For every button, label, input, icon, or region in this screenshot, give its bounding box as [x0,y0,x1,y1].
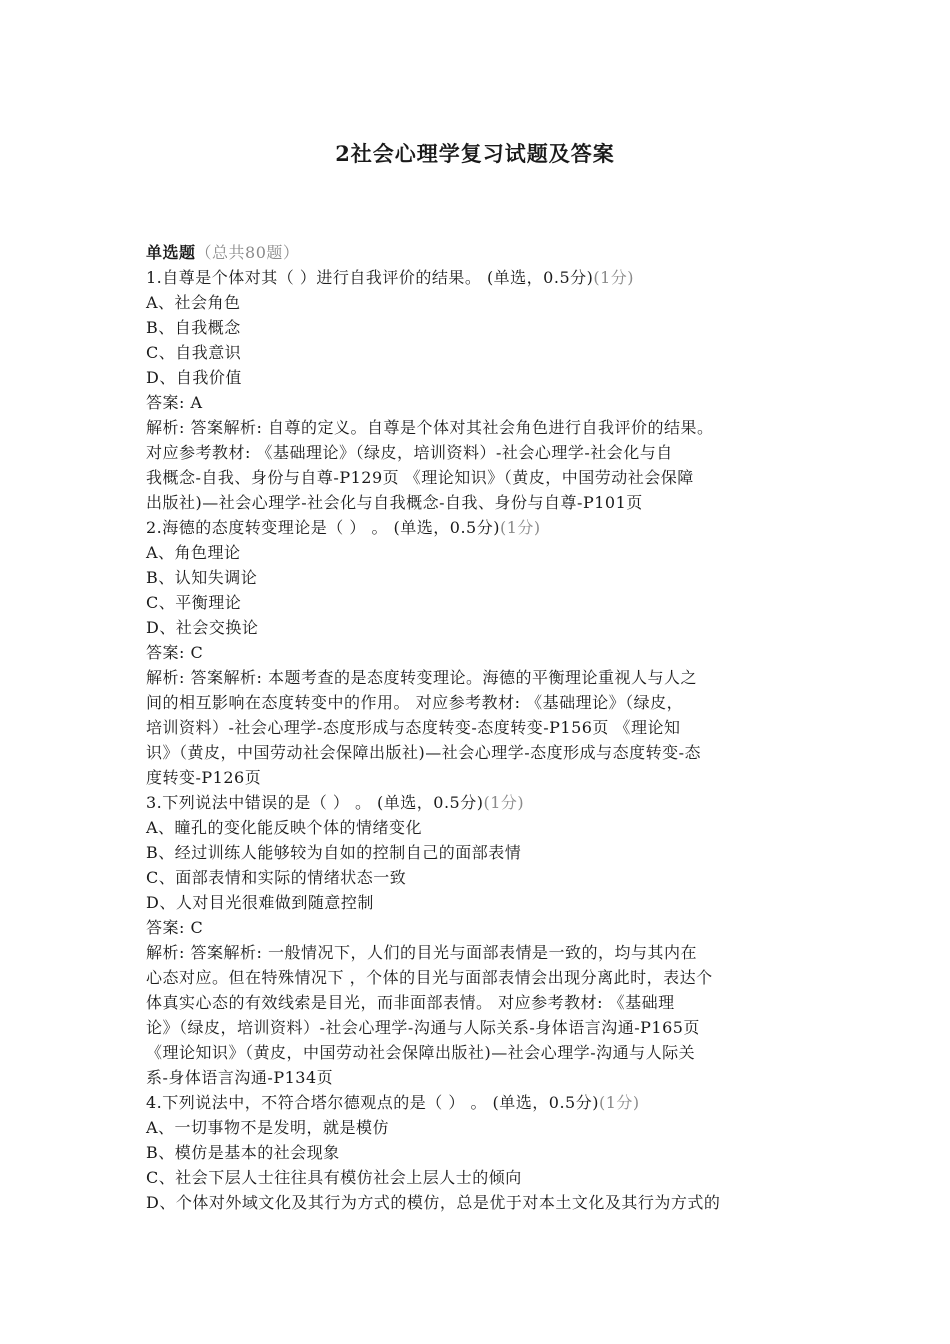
question-stem [146,265,836,290]
document-title: 2社会心理学复习试题及答案 [335,141,615,166]
option-c: C、自我意识 [146,343,242,362]
explanation-line: 体真实心态的有效线索是目光，而非面部表情。 对应参考教材: 《基础理 [146,993,675,1012]
option-b: B、认知失调论 [146,568,258,587]
question-stem-text: 3.下列说法中错误的是（ ） 。 (单选，0.5分) [146,793,484,812]
section-note: （总共80题） [195,243,300,262]
option-c: C、面部表情和实际的情绪状态一致 [146,868,407,887]
explanation-line: 心态对应。但在特殊情况下 ，个体的目光与面部表情会出现分离此时，表达个 [146,968,713,987]
question-stem-text: 1.自尊是个体对其（ ）进行自我评价的结果。 (单选，0.5分) [146,268,594,287]
explanation-line: 系-身体语言沟通-P134页 [146,1068,334,1087]
option-b: B、经过训练人能够较为自如的控制自己的面部表情 [146,843,522,862]
explanation-line: 出版社)—社会心理学-社会化与自我概念-自我、身份与自尊-P101页 [146,493,643,512]
option-a: A、一切事物不是发明，就是模仿 [146,1118,390,1137]
question-stem [146,1090,836,1115]
explanation-line: 我概念-自我、身份与自尊-P129页 《理论知识》（黄皮，中国劳动社会保障 [146,468,694,487]
answer: 答案: A [146,393,203,412]
explanation-line: 识》（黄皮，中国劳动社会保障出版社)—社会心理学-态度形成与态度转变-态 [146,743,702,762]
explanation-line: 解析: 答案解析: 一般情况下，人们的目光与面部表情是一致的，均与其内在 [146,943,697,962]
question-score: (1分) [483,793,525,812]
option-a: A、社会角色 [146,293,241,312]
explanation-line: 间的相互影响在态度转变中的作用。 对应参考教材: 《基础理论》（绿皮， [146,693,684,712]
explanation-line: 《理论知识》（黄皮，中国劳动社会保障出版社)—社会心理学-沟通与人际关 [146,1043,696,1062]
option-a: A、瞳孔的变化能反映个体的情绪变化 [146,818,423,837]
option-c: C、平衡理论 [146,593,242,612]
question-2 [146,515,836,790]
explanation-line: 解析: 答案解析: 本题考查的是态度转变理论。海德的平衡理论重视人与人之 [146,668,697,687]
option-a: A、角色理论 [146,543,241,562]
explanation-line: 论》（绿皮，培训资料）-社会心理学-沟通与人际关系-身体语言沟通-P165页 [146,1018,700,1037]
explanation-line: 培训资料）-社会心理学-态度形成与态度转变-态度转变-P156页 《理论知 [146,718,681,737]
option-d: D、社会交换论 [146,618,259,637]
answer: 答案: C [146,643,204,662]
question-score: (1分) [499,518,541,537]
section-heading [146,240,836,265]
explanation-line: 解析: 答案解析: 自尊的定义。自尊是个体对其社会角色进行自我评价的结果。 [146,418,714,437]
question-stem [146,515,836,540]
option-d: D、人对目光很难做到随意控制 [146,893,374,912]
option-b: B、自我概念 [146,318,241,337]
question-score: (1分) [598,1093,640,1112]
question-1 [146,265,836,515]
question-score: (1分) [593,268,635,287]
explanation-line: 对应参考教材: 《基础理论》（绿皮，培训资料）-社会心理学-社会化与自 [146,443,673,462]
question-stem-text: 4.下列说法中，不符合塔尔德观点的是（ ） 。 (单选，0.5分) [146,1093,599,1112]
option-d: D、自我价值 [146,368,242,387]
question-stem [146,790,836,815]
option-d: D、个体对外域文化及其行为方式的模仿，总是优于对本土文化及其行为方式的 [146,1193,721,1212]
section-label: 单选题 [146,243,196,262]
question-3 [146,790,836,1090]
answer: 答案: C [146,918,204,937]
option-b: B、模仿是基本的社会现象 [146,1143,340,1162]
document-body [146,240,836,1215]
question-stem-text: 2.海德的态度转变理论是（ ） 。 (单选，0.5分) [146,518,500,537]
question-4 [146,1090,836,1215]
option-c: C、社会下层人士往往具有模仿社会上层人士的倾向 [146,1168,522,1187]
explanation-line: 度转变-P126页 [146,768,262,787]
